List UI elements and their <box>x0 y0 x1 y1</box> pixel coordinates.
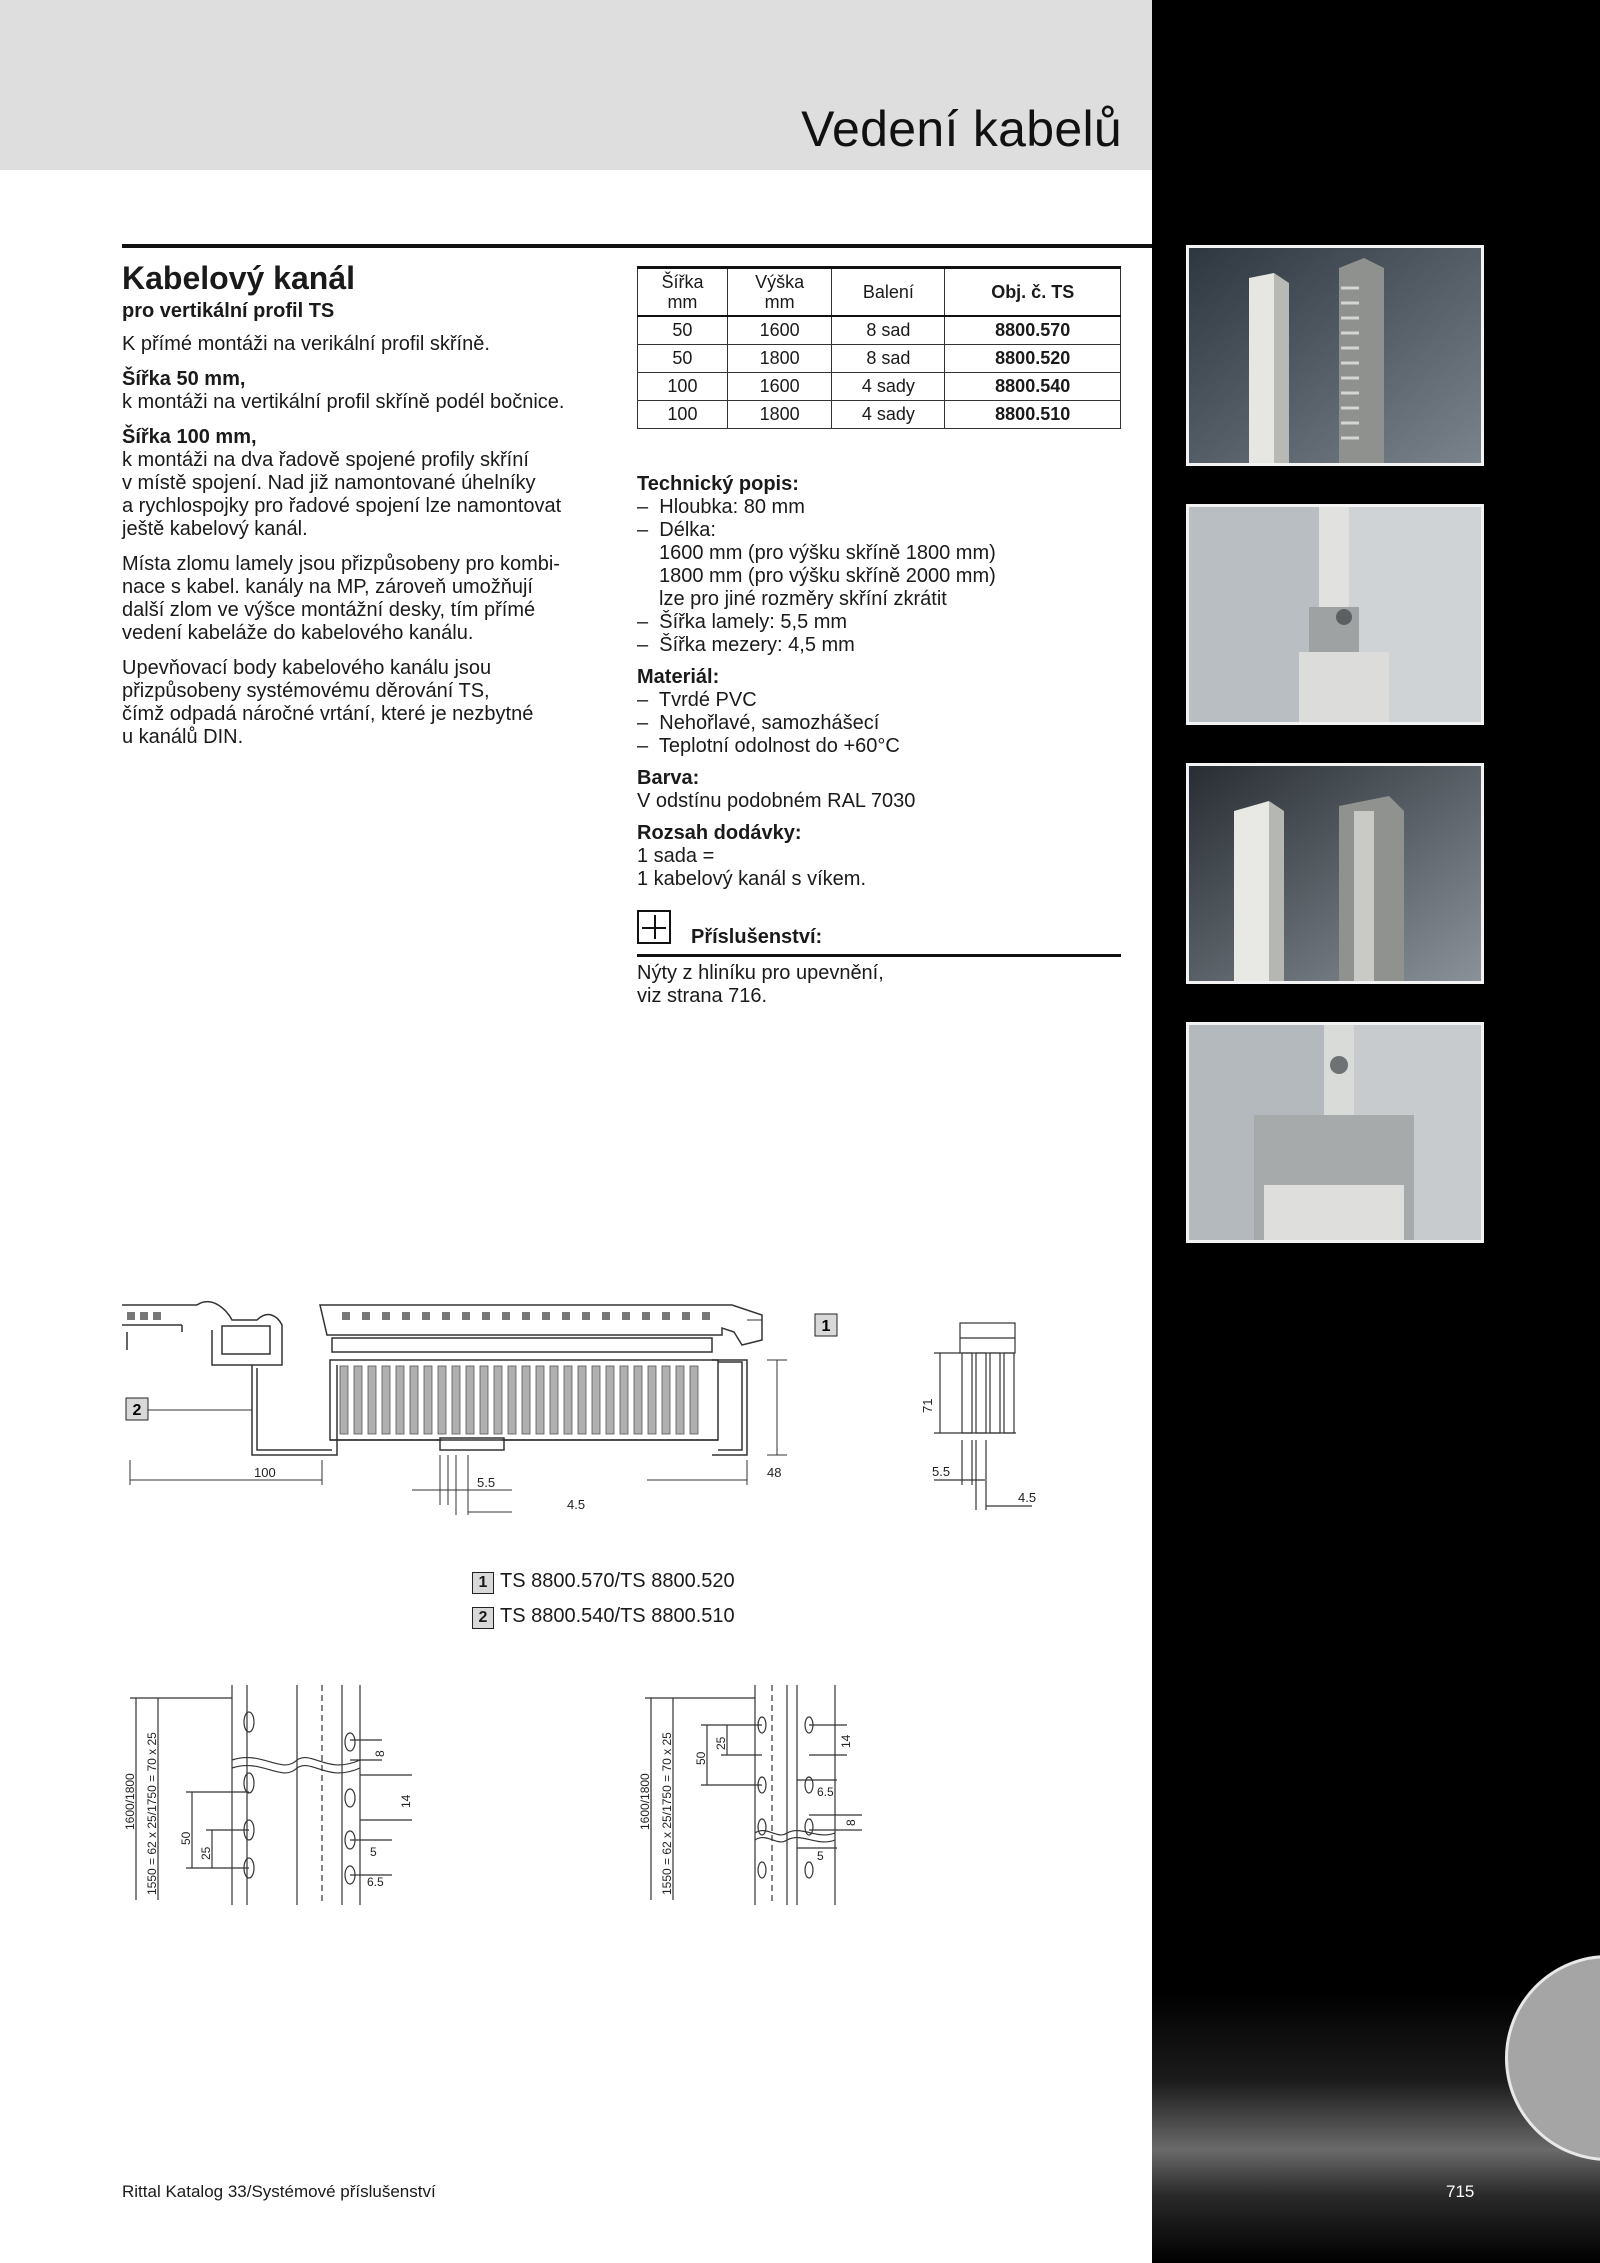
dim-5-5: 5.5 <box>932 1464 951 1479</box>
tech-title: Technický popis: <box>637 473 799 495</box>
paragraph-line: u kanálů DIN. <box>122 726 244 748</box>
paragraph-line: Upevňovací body kabelového kanálu jsou <box>122 657 492 679</box>
color-title: Barva: <box>637 767 700 789</box>
paragraph-line: čímž odpadá náročné vrtání, které je nezbytné <box>122 703 534 725</box>
spec-item: – Hloubka: 80 mm <box>637 496 805 518</box>
spec-sub-line: 1800 mm (pro výšku skříně 2000 mm) <box>659 565 996 587</box>
spec-item: – Tvrdé PVC <box>637 689 757 711</box>
legend-item <box>472 1570 735 1594</box>
cell-height: 1600 <box>727 373 832 401</box>
table-row <box>638 316 1121 345</box>
spec-sub-line: lze pro jiné rozměry skříní zkrátit <box>659 588 947 610</box>
spec-item: – Nehořlavé, samozhášecí <box>637 712 880 734</box>
spec-item: – Šířka lamely: 5,5 mm <box>637 611 848 633</box>
side-section-drawing <box>920 1320 1050 1520</box>
cell-packing: 4 sady <box>832 373 945 401</box>
product-photo-4 <box>1186 1022 1484 1243</box>
legend-number: 1 <box>472 1572 494 1594</box>
dim-14: 14 <box>839 1734 853 1748</box>
dim-14: 14 <box>399 1794 413 1808</box>
legend-text: TS 8800.570/TS 8800.520 <box>500 1570 735 1592</box>
section-title: Kabelový kanál <box>122 260 355 296</box>
width-100-line: ještě kabelový kanál. <box>122 518 308 540</box>
legend-number: 2 <box>472 1607 494 1629</box>
width-100-title: Šířka 100 mm, <box>122 426 257 448</box>
pitch-label: 1550 = 62 x 25/1750 = 70 x 25 <box>145 1732 159 1895</box>
accessories-title: Příslušenství: <box>691 926 823 948</box>
height-label: 1600/1800 <box>638 1773 652 1830</box>
paragraph-line: Místa zlomu lamely jsou přizpůsobeny pro kombi- <box>122 553 560 575</box>
dim-48: 48 <box>767 1465 782 1480</box>
color-text: V odstínu podobném RAL 7030 <box>637 790 916 812</box>
dim-50: 50 <box>179 1831 193 1845</box>
perforation-drawing-50 <box>637 1680 887 1920</box>
description-column <box>122 333 642 761</box>
page-number: 715 <box>1446 2182 1475 2201</box>
dim-100: 100 <box>254 1465 276 1480</box>
width-100-line: v místě spojení. Nad již namontované úhelníky <box>122 472 536 494</box>
footer-catalog: Rittal Katalog 33/Systémové příslušenství <box>122 2182 436 2201</box>
cell-width: 100 <box>638 373 728 401</box>
plus-icon <box>637 910 671 944</box>
cell-order-number: 8800.520 <box>945 345 1121 373</box>
cell-packing: 4 sady <box>832 401 945 429</box>
cell-height: 1800 <box>727 401 832 429</box>
cell-order-number: 8800.570 <box>945 316 1121 345</box>
width-100-line: a rychlospojky pro řadové spojení lze namontovat <box>122 495 562 517</box>
dim-25: 25 <box>199 1846 213 1860</box>
dim-6-5: 6.5 <box>817 1785 834 1799</box>
header-order-number: Obj. č. TS <box>945 268 1121 317</box>
cell-order-number: 8800.540 <box>945 373 1121 401</box>
material-title: Materiál: <box>637 666 720 688</box>
dim-71: 71 <box>920 1398 935 1413</box>
specs-column <box>637 464 1127 891</box>
lamella-paragraph <box>122 553 642 645</box>
cell-packing: 8 sad <box>832 345 945 373</box>
page-title: Vedení kabelů <box>801 101 1122 157</box>
scope-line: 1 kabelový kanál s víkem. <box>637 868 866 890</box>
scope-line: 1 sada = <box>637 845 715 867</box>
spec-item: – Délka: <box>637 519 716 541</box>
intro-text: K přímé montáži na verikální profil skříně. <box>122 333 490 355</box>
dim-4-5: 4.5 <box>567 1497 586 1512</box>
perforation-drawing-100 <box>122 1680 422 1920</box>
cell-height: 1600 <box>727 316 832 345</box>
accessories-line: Nýty z hliníku pro upevnění, <box>637 962 884 984</box>
width-100-block <box>122 426 642 541</box>
callout-1-label: 1 <box>821 1318 831 1335</box>
table-row <box>638 345 1121 373</box>
product-photo-1 <box>1186 245 1484 466</box>
width-50-text: k montáži na vertikální profil skříně podél bočnice. <box>122 391 565 413</box>
product-photo-3 <box>1186 763 1484 984</box>
dim-8: 8 <box>844 1819 858 1826</box>
paragraph-line: vedení kabeláže do kabelového kanálu. <box>122 622 474 644</box>
spec-item: – Šířka mezery: 4,5 mm <box>637 634 855 656</box>
dim-4-5: 4.5 <box>1018 1490 1037 1505</box>
paragraph-line: nace s kabel. kanály na MP, zároveň umožňují <box>122 576 533 598</box>
dim-5: 5 <box>370 1845 377 1859</box>
cell-height: 1800 <box>727 345 832 373</box>
section-subtitle: pro vertikální profil TS <box>122 300 335 322</box>
paragraph-line: přizpůsobeny systémovému děrování TS, <box>122 680 490 702</box>
mounting-paragraph <box>122 657 642 749</box>
dim-50: 50 <box>694 1751 708 1765</box>
legend-text: TS 8800.540/TS 8800.510 <box>500 1605 735 1627</box>
dim-6-5: 6.5 <box>367 1875 384 1889</box>
order-table <box>637 266 1121 429</box>
width-50-title: Šířka 50 mm, <box>122 368 246 390</box>
dim-8: 8 <box>373 1750 387 1757</box>
table-row <box>638 401 1121 429</box>
product-photo-2 <box>1186 504 1484 725</box>
table-header-row <box>638 268 1121 317</box>
dim-5-5: 5.5 <box>477 1475 496 1490</box>
width-50-block <box>122 368 642 414</box>
pitch-label: 1550 = 62 x 25/1750 = 70 x 25 <box>660 1732 674 1895</box>
accessories-text <box>637 962 884 1008</box>
cell-packing: 8 sad <box>832 316 945 345</box>
dim-25: 25 <box>714 1736 728 1750</box>
accessories-line: viz strana 716. <box>637 985 768 1007</box>
dim-5: 5 <box>817 1849 824 1863</box>
cross-section-drawing <box>122 1290 862 1530</box>
legend-item <box>472 1605 735 1629</box>
callout-2-label: 2 <box>132 1402 142 1419</box>
width-100-line: k montáži na dva řadově spojené profily skříní <box>122 449 529 471</box>
spec-item: – Teplotní odolnost do +60°C <box>637 735 900 757</box>
spec-sub-line: 1600 mm (pro výšku skříně 1800 mm) <box>659 542 996 564</box>
table-row <box>638 373 1121 401</box>
paragraph-line: další zlom ve výšce montážní desky, tím přímé <box>122 599 536 621</box>
cell-width: 50 <box>638 345 728 373</box>
header-width: Šířka mm <box>638 268 728 317</box>
height-label: 1600/1800 <box>123 1773 137 1830</box>
header-height: Výška mm <box>727 268 832 317</box>
cell-width: 100 <box>638 401 728 429</box>
scope-title: Rozsah dodávky: <box>637 822 802 844</box>
cell-order-number: 8800.510 <box>945 401 1121 429</box>
cell-width: 50 <box>638 316 728 345</box>
section-rule <box>122 244 1152 248</box>
accessories-rule <box>637 954 1121 957</box>
header-packing: Balení <box>832 268 945 317</box>
